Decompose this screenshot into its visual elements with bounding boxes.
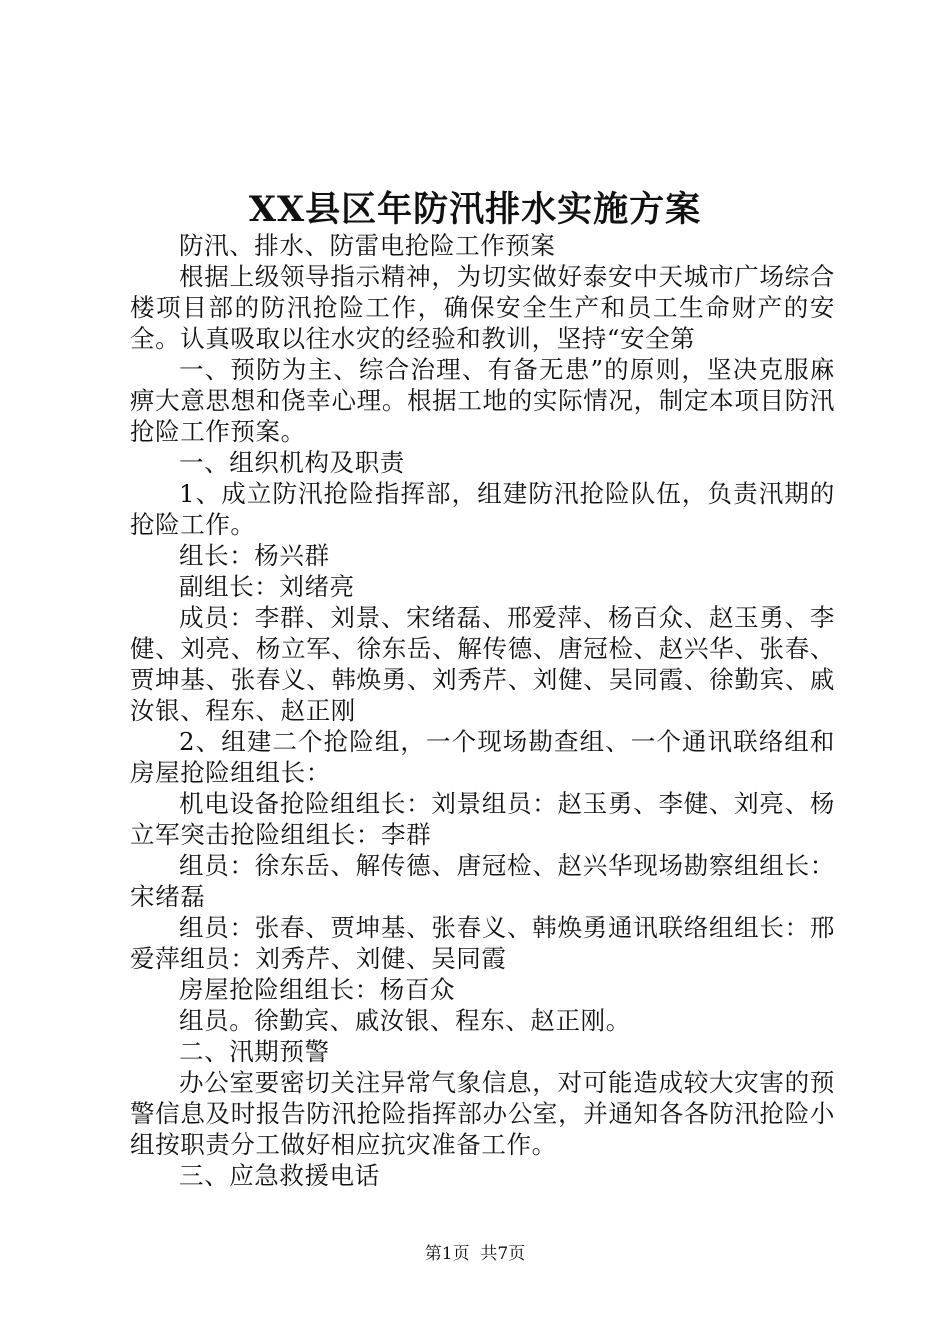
paragraph: 1、成立防汛抢险指挥部，组建防汛抢险队伍，负责汛期的抢险工作。 (130, 479, 835, 539)
document-title: XX县区年防汛排水实施方案 (248, 189, 702, 230)
section-heading: 二、汛期预警 (179, 1037, 330, 1066)
paragraph: 一、预防为主、综合治理、有备无患”的原则，坚决克服麻痹大意思想和侥幸心理。根据工地的实际情况，制定本项目防汛抢险工作预案。 (130, 355, 835, 446)
document-body (130, 230, 835, 1191)
paragraph: 防汛、排水、防雷电抢险工作预案 (179, 231, 556, 260)
section-heading: 三、应急救援电话 (179, 1161, 380, 1190)
paragraph: 组员。徐勤宾、戚汝银、程东、赵正刚。 (179, 1006, 631, 1035)
page-footer: 第1页 共7页 (424, 1244, 526, 1264)
paragraph: 组长：杨兴群 (179, 541, 330, 570)
section-heading: 一、组织机构及职责 (179, 448, 405, 477)
paragraph: 房屋抢险组组长：杨百众 (179, 975, 456, 1004)
paragraph: 办公室要密切关注异常气象信息，对可能造成较大灾害的预警信息及时报告防汛抢险指挥部办公室，并通知各各防汛抢险小组按职责分工做好相应抗灾准备工作。 (130, 1068, 835, 1159)
paragraph: 2、组建二个抢险组，一个现场勘查组、一个通讯联络组和房屋抢险组组长： (130, 727, 835, 787)
paragraph: 组员：张春、贾坤基、张春义、韩焕勇通讯联络组组长：邢爱萍组员：刘秀芹、刘健、吴同霞 (130, 913, 835, 973)
paragraph: 组员：徐东岳、解传德、唐冠检、赵兴华现场勘察组组长：宋绪磊 (130, 851, 835, 911)
paragraph: 根据上级领导指示精神，为切实做好泰安中天城市广场综合楼项目部的防汛抢险工作，确保安全生产和员工生命财产的安全。认真吸取以往水灾的经验和教训，坚持“安全第 (130, 262, 835, 353)
paragraph: 副组长：刘绪亮 (179, 572, 355, 601)
paragraph: 机电设备抢险组组长：刘景组员：赵玉勇、李健、刘亮、杨立军突击抢险组组长：李群 (130, 789, 835, 849)
paragraph: 成员：李群、刘景、宋绪磊、邢爱萍、杨百众、赵玉勇、李健、刘亮、杨立军、徐东岳、解传德、唐冠检、赵兴华、张春、贾坤基、张春义、韩焕勇、刘秀芹、刘健、吴同霞、徐勤宾、戚汝银、程东、赵正刚 (130, 603, 835, 725)
